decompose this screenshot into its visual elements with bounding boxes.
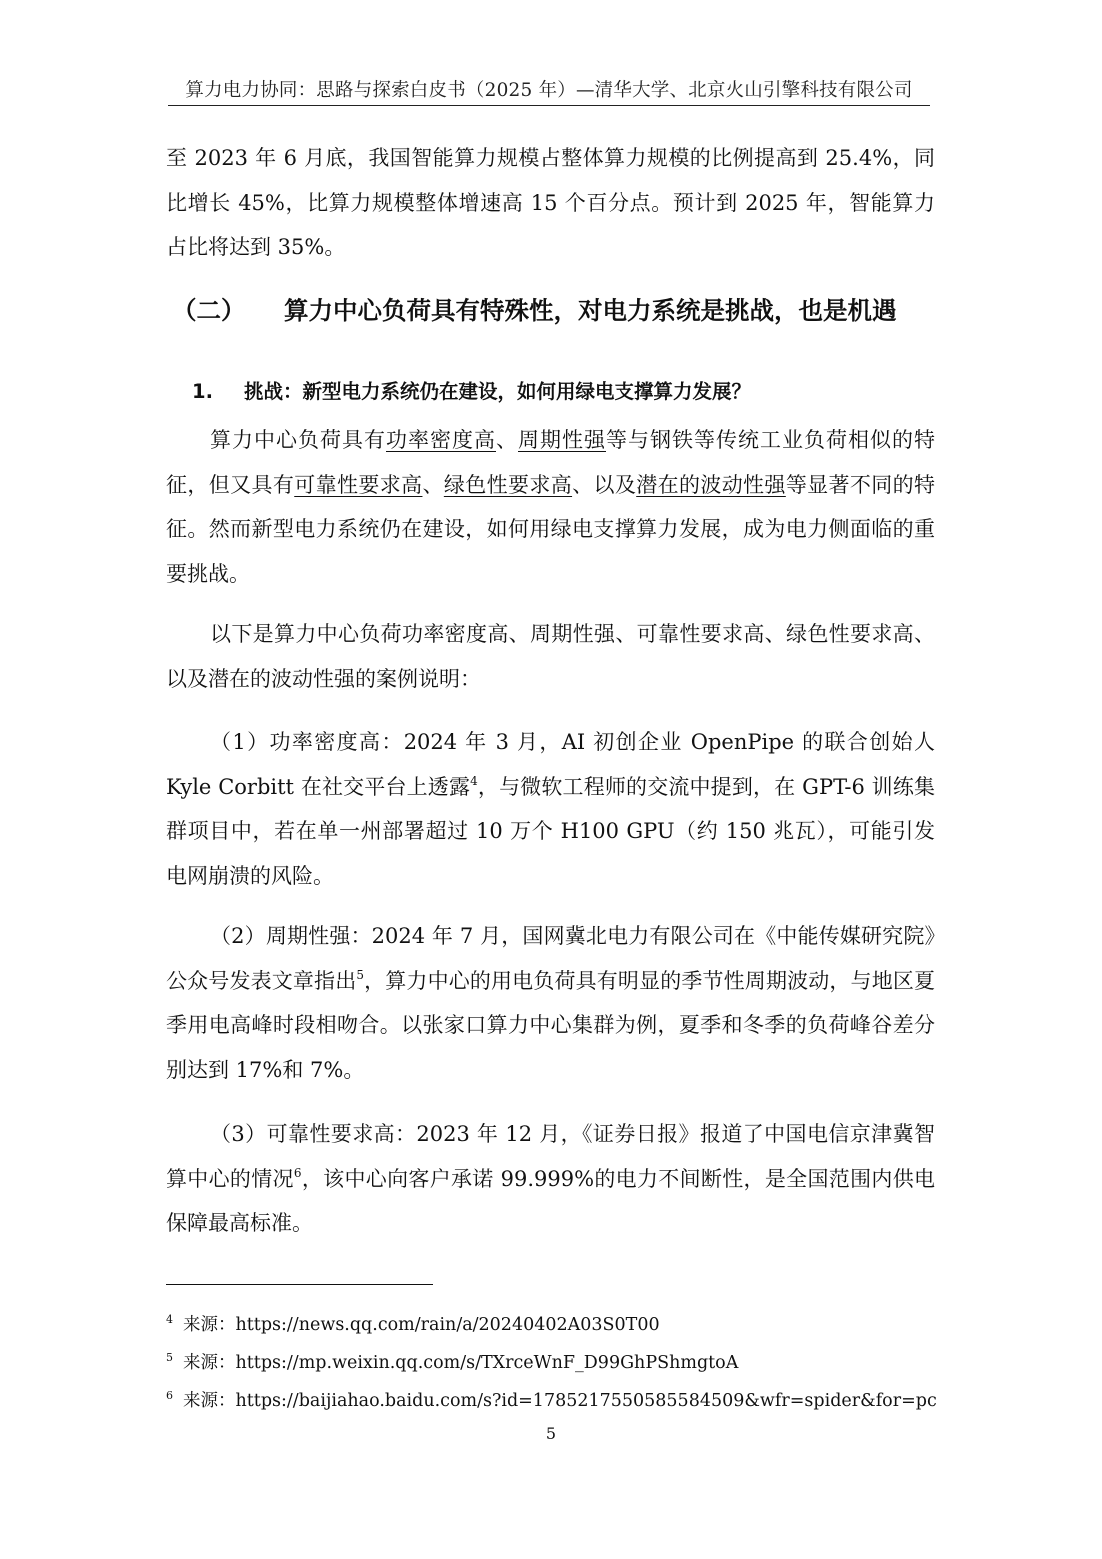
page-number: 5 bbox=[545, 1424, 557, 1443]
footnote-divider bbox=[166, 1284, 433, 1285]
underlined-term: 潜在的波动性强 bbox=[636, 472, 786, 497]
footnote: $^4$ 来源：https://news.qq.com/rain/a/20240402A03S0T00 bbox=[166, 1313, 660, 1335]
footnote: $^6$ 来源：https://baijiahao.baidu.com/s?id=1785217550585584509&wfr=spider&for=pc bbox=[166, 1389, 937, 1411]
footnote-source[interactable]: 来源：https://baijiahao.baidu.com/s?id=1785217550585584509&wfr=spider&for=pc bbox=[183, 1391, 937, 1411]
section-title: 算力中心负荷具有特殊性，对电力系统是挑战，也是机遇 bbox=[284, 296, 897, 325]
underlined-term: 功率密度高 bbox=[386, 428, 496, 452]
footnote-ref[interactable]: 5 bbox=[356, 967, 364, 982]
footnote: $^5$ 来源：https://mp.weixin.qq.com/s/TXrceWnF_D99GhPShmgtoA bbox=[166, 1351, 739, 1373]
subsection-number: 1. bbox=[192, 380, 213, 403]
cases-intro-paragraph: 以下是算力中心负荷功率密度高、周期性强、可靠性要求高、绿色性要求高、以及潜在的波动性强的案例说明： bbox=[166, 622, 935, 691]
footnote-source[interactable]: 来源：https://mp.weixin.qq.com/s/TXrceWnF_D99GhPShmgtoA bbox=[183, 1353, 739, 1373]
footnote-source[interactable]: 来源：https://news.qq.com/rain/a/20240402A03S0T00 bbox=[183, 1315, 660, 1335]
case-reliability: （3）可靠性要求高：2023 年 12 月，《证券日报》报道了中国电信京津冀智算中心的情况$^6$，该中心向客户承诺 99.999%的电力不间断性，是全国范围内供电保障最高标准。 bbox=[166, 1122, 936, 1235]
subsection-heading bbox=[192, 376, 751, 404]
header-divider bbox=[168, 105, 930, 106]
intro-paragraph: 至 2023 年 6 月底，我国智能算力规模占整体算力规模的比例提高到 25.4%，同比增长 45%，比算力规模整体增速高 15 个百分点。预计到 2025 年，智能算力占比将达到 35%。 bbox=[166, 146, 935, 259]
case-periodicity: （2）周期性强：2024 年 7 月，国网冀北电力有限公司在《中能传媒研究院》公众号发表文章指出$^5$，算力中心的用电负荷具有明显的季节性周期波动，与地区夏季用电高峰时段相吻合。以张家口算力中心集群为例，夏季和冬季的负荷峰谷差分别达到 17%和 7%。 bbox=[166, 924, 936, 1082]
subsection-title: 挑战：新型电力系统仍在建设，如何用绿电支撑算力发展？ bbox=[244, 380, 752, 403]
section-heading bbox=[172, 292, 942, 327]
underlined-term: 绿色性要求高 bbox=[443, 472, 573, 497]
underlined-term: 周期性强 bbox=[518, 428, 606, 452]
footnote-ref[interactable]: 6 bbox=[293, 1165, 302, 1180]
running-header: 算力电力协同：思路与探索白皮书（2025 年）—清华大学、北京火山引擎科技有限公司 bbox=[185, 80, 913, 101]
underlined-term: 可靠性要求高 bbox=[294, 472, 423, 497]
characteristics-paragraph: 算力中心负荷具有功率密度高、周期性强等与钢铁等传统工业负荷相似的特征，但又具有可靠性要求高、绿色性要求高、以及潜在的波动性强等显著不同的特征。然而新型电力系统仍在建设，如何用绿电支撑算力发展，成为电力侧面临的重要挑战。 bbox=[166, 428, 936, 586]
footnote-ref[interactable]: 4 bbox=[470, 773, 478, 788]
section-number: （二） bbox=[172, 296, 246, 325]
case-power-density: （1）功率密度高：2024 年 3 月，AI 初创企业 OpenPipe 的联合创始人 Kyle Corbitt 在社交平台上透露$^4$，与微软工程师的交流中提到，在 GPT-6 训练集群项目中，若在单一州部署超过 10 万个 H100 GPU（约 150 兆瓦），可能引发电网崩溃的风险。 bbox=[166, 730, 935, 888]
